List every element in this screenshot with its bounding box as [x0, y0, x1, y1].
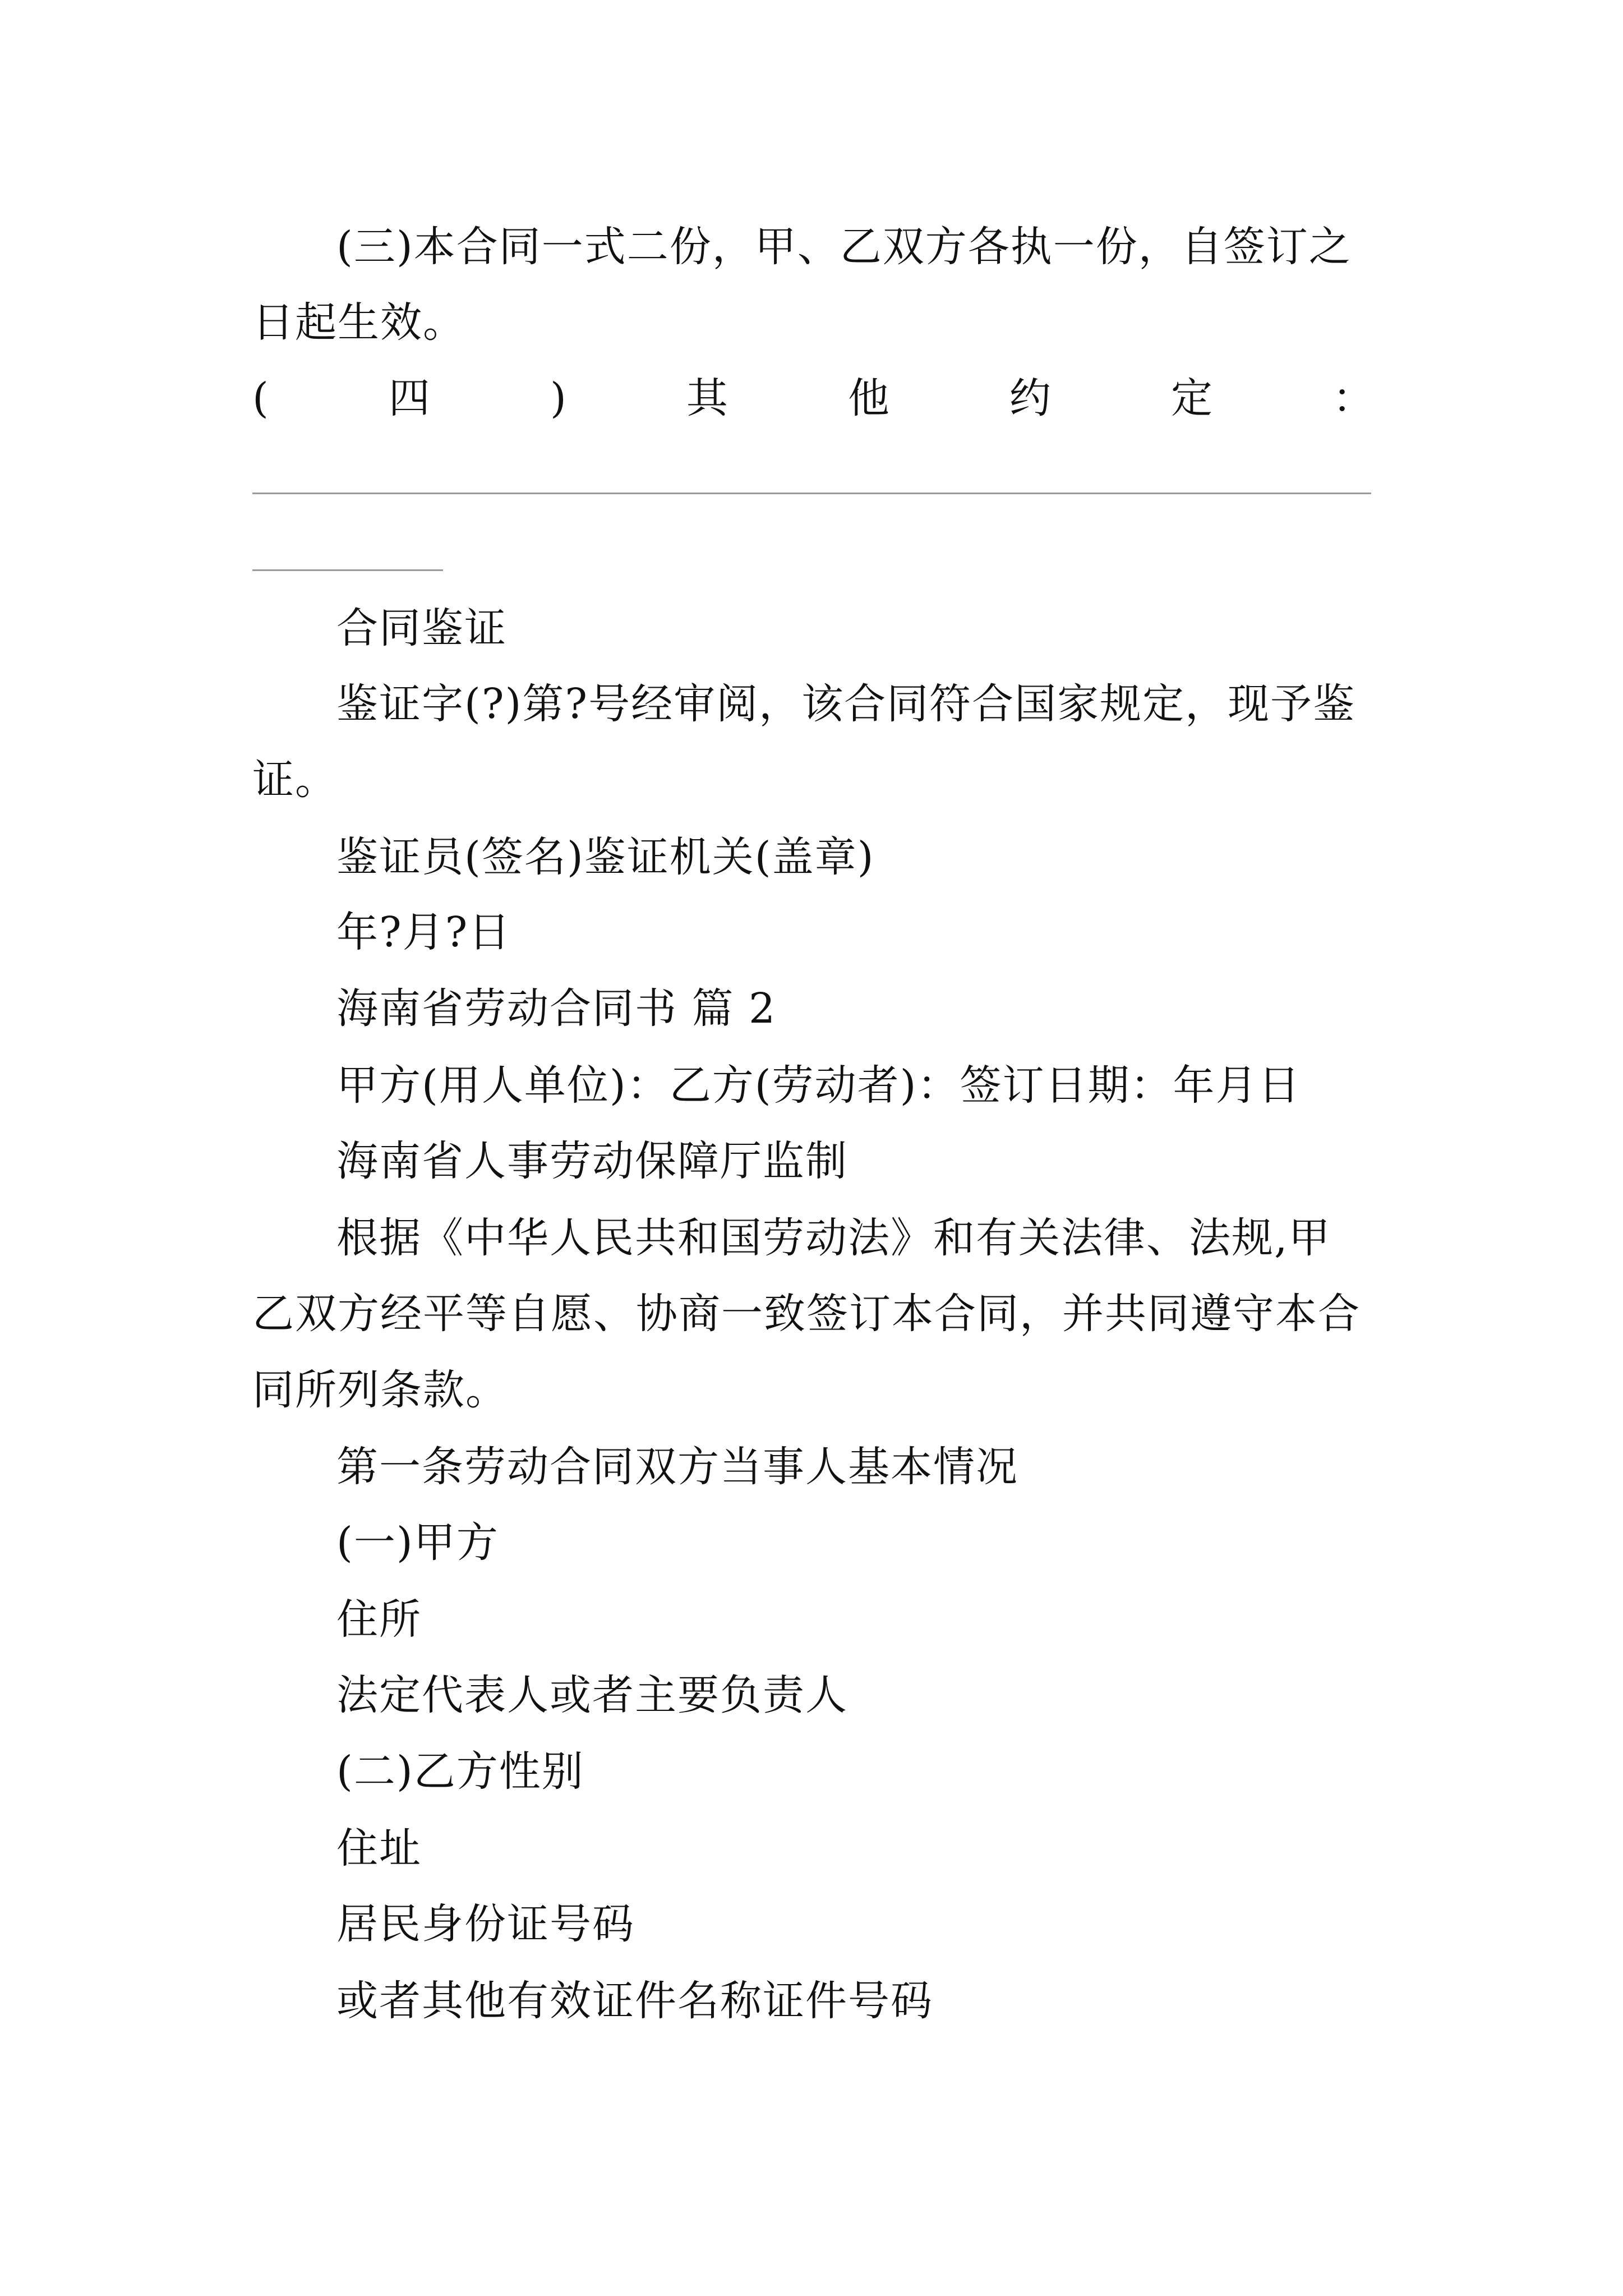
- party-b-gender-label: (二)乙方性别: [336, 1747, 584, 1796]
- para-line-verification: 鉴证字(?)第?号经审阅，该合同符合国家规定，现予鉴: [336, 680, 1356, 728]
- blank-fill-line: [252, 493, 1371, 494]
- field-other-id: 或者其他有效证件名称证件号码: [336, 1977, 933, 2025]
- para-line-preamble: 根据《中华人民共和国劳动法》和有关法律、法规,甲: [336, 1214, 1331, 1262]
- field-residence: 住所: [336, 1595, 422, 1644]
- para-line-preamble-cont: 乙双方经平等自愿、协商一致签订本合同，并共同遵守本合: [252, 1290, 1361, 1338]
- heading-contract-verification: 合同鉴证: [336, 604, 507, 652]
- spread-char: 他: [847, 374, 889, 422]
- date-line: 年?月?日: [336, 908, 511, 956]
- para-line-effective-clause: (三)本合同一式二份，甲、乙双方各执一份，自签订之: [336, 223, 1352, 271]
- article-one-heading: 第一条劳动合同双方当事人基本情况: [336, 1443, 1018, 1491]
- other-agreements-heading: [252, 370, 1374, 426]
- para-line-verification-cont: 证。: [252, 756, 338, 804]
- spread-char: 定: [1170, 374, 1212, 422]
- spread-char: ：: [1332, 374, 1374, 422]
- spread-char: (: [252, 374, 269, 422]
- field-legal-representative: 法定代表人或者主要负责人: [336, 1671, 848, 1719]
- field-id-number: 居民身份证号码: [336, 1900, 635, 1948]
- spread-char: ): [550, 374, 566, 422]
- spread-char: 四: [388, 374, 430, 422]
- signature-line: 鉴证员(签名)鉴证机关(盖章): [336, 833, 875, 881]
- section-title: 海南省劳动合同书 篇 2: [336, 984, 777, 1033]
- spread-char: 约: [1009, 374, 1051, 422]
- blank-fill-line-short: [252, 569, 443, 571]
- field-address: 住址: [336, 1824, 422, 1872]
- para-line-preamble-end: 同所列条款。: [252, 1366, 508, 1414]
- parties-line: 甲方(用人单位)：乙方(劳动者)：签订日期：年月日: [336, 1061, 1301, 1110]
- supervisor-line: 海南省人事劳动保障厅监制: [336, 1137, 848, 1185]
- party-a-label: (一)甲方: [336, 1519, 499, 1567]
- para-line-effective-cont: 日起生效。: [252, 298, 465, 347]
- spread-char: 其: [686, 374, 728, 422]
